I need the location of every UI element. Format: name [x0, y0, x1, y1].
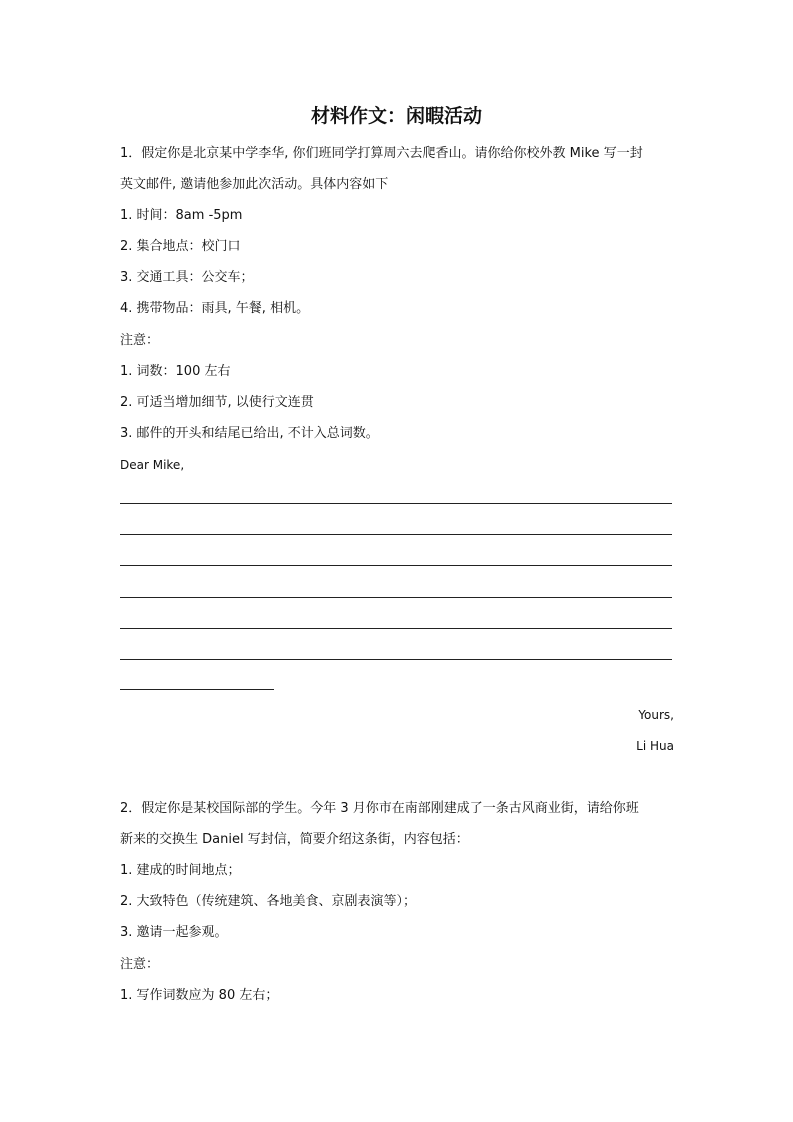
task1-item-time: 1. 时间：8am -5pm: [120, 208, 243, 223]
writing-line-short: [120, 689, 274, 690]
letter-closing: Yours,: [638, 708, 674, 722]
task1-note-details: 2. 可适当增加细节, 以使行文连贯: [120, 395, 314, 410]
task2-note-label: 注意：: [120, 957, 160, 972]
writing-line: [120, 565, 672, 566]
page-title: 材料作文：闲暇活动: [310, 105, 482, 127]
letter-signature: Li Hua: [636, 739, 674, 753]
writing-line: [120, 503, 672, 504]
task1-intro-line2: 英文邮件, 邀请他参加此次活动。具体内容如下: [120, 177, 389, 192]
task1-item-meeting-place: 2. 集合地点：校门口: [120, 239, 241, 254]
task1-intro-line1: 1．假定你是北京某中学李华, 你们班同学打算周六去爬香山。请你给你校外教 Mike 写一封: [120, 146, 643, 161]
writing-line: [120, 659, 672, 660]
task2-item-features: 2. 大致特色（传统建筑、各地美食、京剧表演等）；: [120, 894, 417, 909]
task1-note-word-count: 1. 词数：100 左右: [120, 364, 231, 379]
writing-line: [120, 597, 672, 598]
task2-note-word-count: 1. 写作词数应为 80 左右；: [120, 988, 279, 1003]
task2-intro-line2: 新来的交换生 Daniel 写封信，简要介绍这条街，内容包括：: [120, 832, 469, 847]
task1-note-label: 注意：: [120, 333, 160, 348]
task2-intro-line1: 2．假定你是某校国际部的学生。今年 3 月你市在南部刚建成了一条古风商业街，请给你班: [120, 801, 639, 816]
task2-item-time-place: 1. 建成的时间地点；: [120, 863, 241, 878]
task1-note-opening-closing: 3. 邮件的开头和结尾已给出, 不计入总词数。: [120, 426, 379, 441]
letter-greeting: Dear Mike,: [120, 458, 185, 472]
task1-item-transport: 3. 交通工具：公交车；: [120, 270, 254, 285]
writing-line: [120, 628, 672, 629]
task2-item-invitation: 3. 邀请一起参观。: [120, 925, 228, 940]
task1-item-belongings: 4. 携带物品：雨具, 午餐, 相机。: [120, 301, 310, 316]
writing-line: [120, 534, 672, 535]
